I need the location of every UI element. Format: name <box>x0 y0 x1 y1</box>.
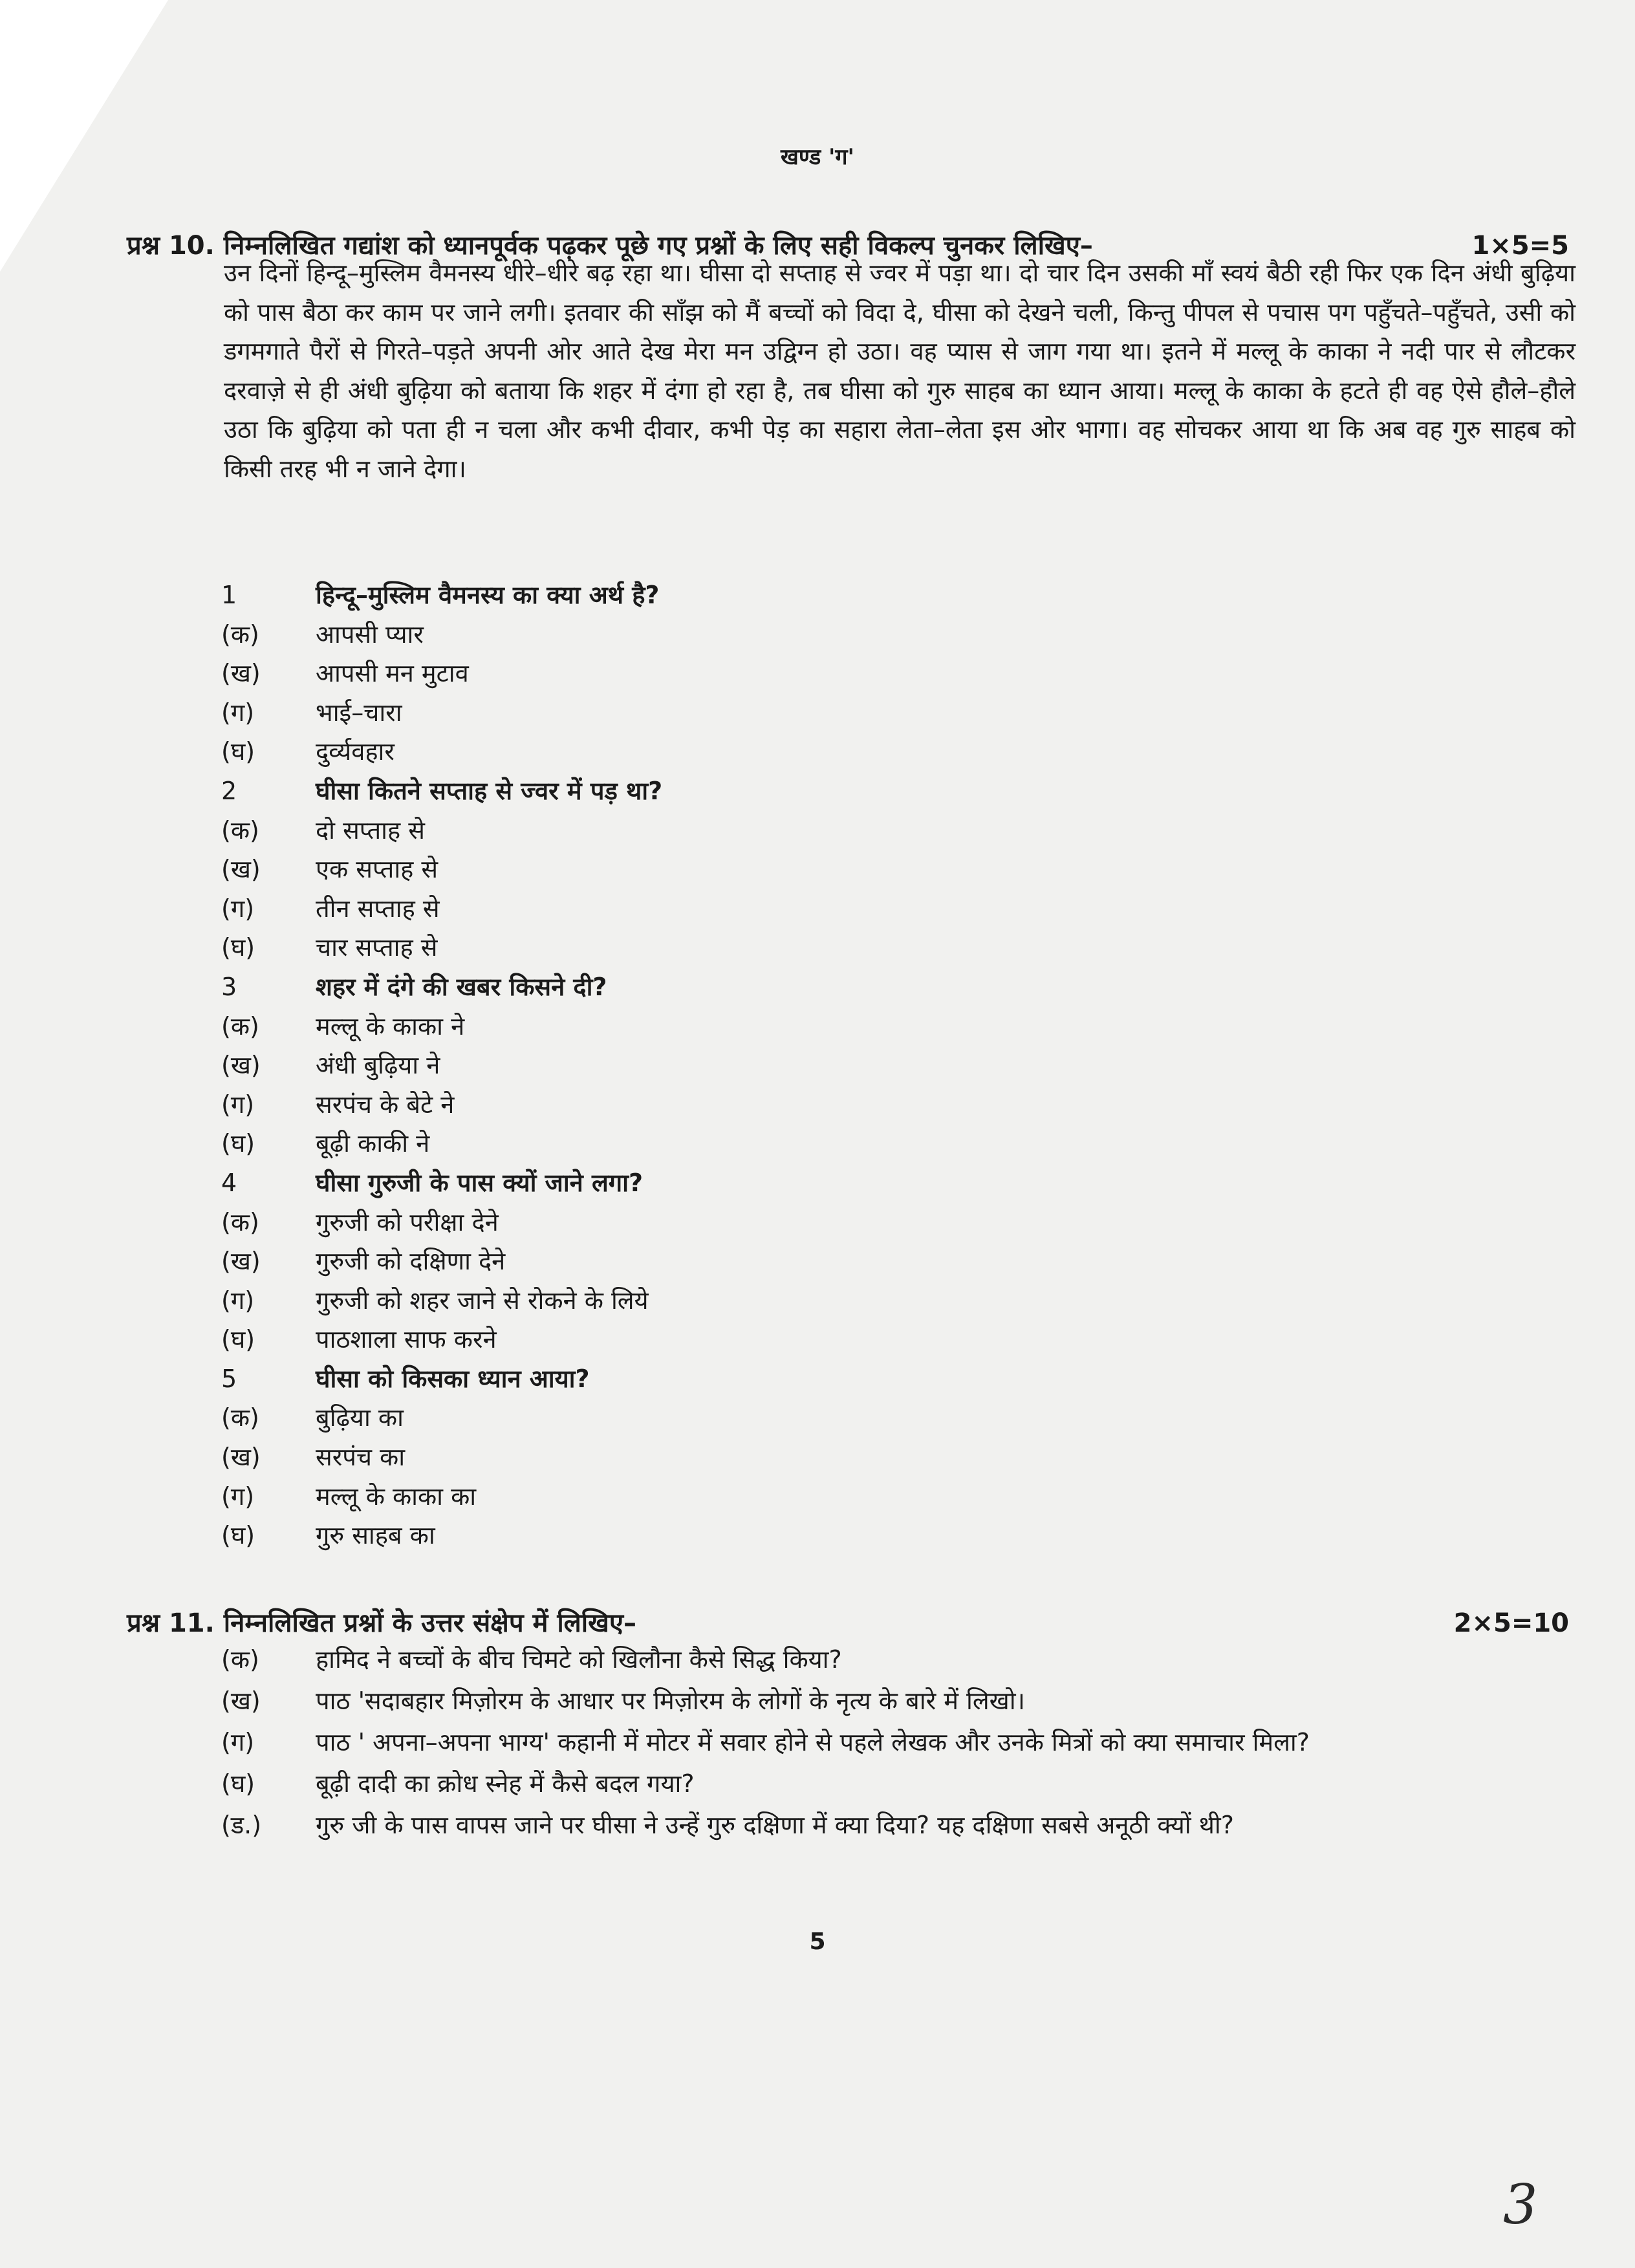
short-question: (ड.) गुरु जी के पास वापस जाने पर घीसा ने उन्हें गुरु दक्षिणा में क्या दिया? यह दक्षिणा सबसे अनूठी क्यों थी? <box>221 1811 1234 1839</box>
mcq-question: 4 घीसा गुरुजी के पास क्यों जाने लगा? <box>221 1168 644 1197</box>
mcq-option: (क) गुरुजी को परीक्षा देने <box>221 1207 499 1237</box>
short-question: (घ) बूढ़ी दादी का क्रोध स्नेह में कैसे बदल गया? <box>221 1769 695 1798</box>
short-question: (ख) पाठ 'सदाबहार मिज़ोरम के आधार पर मिज़ोरम के लोगों के नृत्य के बारे में लिखो। <box>221 1687 1025 1715</box>
mcq-option: (घ) दुर्व्यवहार <box>221 737 395 766</box>
mcq-option: (क) बुढ़िया का <box>221 1403 404 1432</box>
question-10-instruction: निम्नलिखित गद्यांश को ध्यानपूर्वक पढ़कर पूछे गए प्रश्नों के लिए सही विकल्प चुनकर लिखिए– <box>223 231 1093 261</box>
question-11-marks: 2×5=10 <box>1453 1608 1569 1638</box>
mcq-question: 3 शहर में दंगे की खबर किसने दी? <box>221 972 607 1001</box>
question-10-label: प्रश्न 10. <box>127 231 215 261</box>
mcq-question: 1 हिन्दू–मुस्लिम वैमनस्य का क्या अर्थ है? <box>221 581 660 609</box>
mcq-option: (घ) चार सप्ताह से <box>221 933 438 962</box>
short-answer-list <box>221 1641 1579 1848</box>
mcq-option: (घ) पाठशाला साफ करने <box>221 1325 497 1354</box>
mcq-option: (ख) सरपंच का <box>221 1443 406 1472</box>
mcq-option: (क) मल्लू के काका ने <box>221 1011 465 1041</box>
section-title: खण्ड 'ग' <box>781 144 854 170</box>
mcq-option: (ग) भाई–चारा <box>221 698 402 727</box>
question-11-heading <box>127 1605 1569 1641</box>
question-11-instruction: निम्नलिखित प्रश्नों के उत्तर संक्षेप में लिखिए– <box>223 1608 636 1638</box>
mcq-option: (घ) बूढ़ी काकी ने <box>221 1129 430 1158</box>
mcq-option: (ख) अंधी बुढ़िया ने <box>221 1051 440 1080</box>
question-10-marks: 1×5=5 <box>1471 231 1569 261</box>
mcq-option: (ग) मल्लू के काका का <box>221 1482 477 1511</box>
mcq-list <box>221 576 1127 1555</box>
short-question: (ग) पाठ ' अपना–अपना भाग्य' कहानी में मोटर में सवार होने से पहले लेखक और उनके मित्रों को क्या समाचार मिला? <box>221 1728 1310 1756</box>
mcq-option: (घ) गुरु साहब का <box>221 1521 435 1550</box>
mcq-option: (ग) तीन सप्ताह से <box>221 894 440 923</box>
handwritten-page-mark: 3 <box>1503 2173 1538 2236</box>
mcq-option: (क) दो सप्ताह से <box>221 815 425 845</box>
mcq-option: (क) आपसी प्यार <box>221 620 424 649</box>
question-11-label: प्रश्न 11. <box>127 1608 215 1638</box>
mcq-option: (ख) एक सप्ताह से <box>221 855 439 884</box>
mcq-option: (ख) गुरुजी को दक्षिणा देने <box>221 1247 506 1276</box>
page-number: 5 <box>809 1928 826 1955</box>
mcq-option: (ग) सरपंच के बेटे ने <box>221 1090 455 1119</box>
mcq-question: 2 घीसा कितने सप्ताह से ज्वर में पड़ था? <box>221 776 663 805</box>
mcq-option: (ख) आपसी मन मुटाव <box>221 659 469 688</box>
passage: उन दिनों हिन्दू–मुस्लिम वैमनस्य धीरे–धीरे बढ़ रहा था। घीसा दो सप्ताह से ज्वर में पड़ा था। दो चार दिन उसकी माँ स्वयं बैठी रही फिर एक दिन अंधी बुढ़िया को पास बैठा कर काम पर जाने लगी। इतवार की साँझ को मैं बच्चों को विदा दे, घीसा को देखने चली, किन्तु पीपल से पचास पग पहुँचते–पहुँचते, उसी को डगमगाते पैरों से गिरते–पड़ते अपनी ओर आते देख मेरा मन उद्विग्न हो उठा। वह प्यास से जाग गया था। इतने में मल्लू के काका ने नदी पार से लौटकर दरवाज़े से ही अंधी बुढ़िया को बताया कि शहर में दंगा हो रहा है, तब घीसा को गुरु साहब का ध्यान आया। मल्लू के काका के हटते ही वह ऐसे हौले–हौले उठा कि बुढ़िया को पता ही न चला और कभी दीवार, कभी पेड़ का सहारा लेता–लेता इस ओर भागा। वह सोचकर आया था कि अब वह गुरु साहब को किसी तरह भी न जाने देगा। <box>224 259 1575 483</box>
short-question: (क) हामिद ने बच्चों के बीच चिमटे को खिलौना कैसे सिद्ध किया? <box>221 1645 842 1674</box>
mcq-question: 5 घीसा को किसका ध्यान आया? <box>221 1364 590 1393</box>
mcq-option: (ग) गुरुजी को शहर जाने से रोकने के लिये <box>221 1286 649 1315</box>
